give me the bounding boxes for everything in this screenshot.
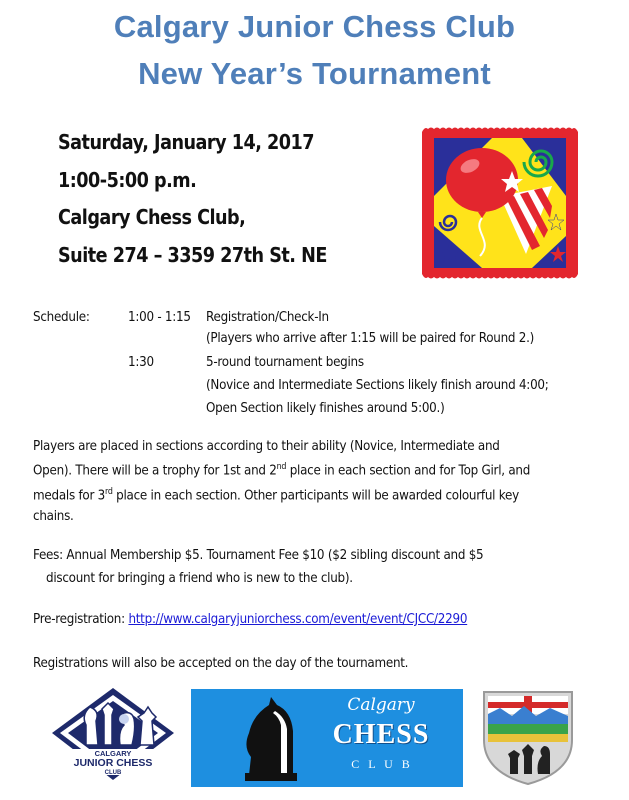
club-logo-calgary: Calgary — [347, 695, 415, 715]
junior-logo-line3: CLUB — [104, 770, 122, 776]
schedule-label: Schedule: — [33, 309, 90, 325]
preregistration — [33, 611, 467, 627]
text-span: medals for 3 — [33, 487, 105, 504]
event-date: Saturday, January 14, 2017 — [58, 130, 315, 154]
superscript: rd — [104, 486, 113, 497]
schedule-note-1: (Players who arrive after 1:15 will be paired for Round 2.) — [206, 330, 535, 346]
schedule-note-2b: Open Section likely finishes around 5:00.) — [206, 400, 445, 416]
party-balloon-illustration — [422, 126, 578, 280]
text-span: place in each section. Other participants will be awarded colourful key — [112, 487, 519, 504]
event-address: Suite 274 – 3359 27th St. NE — [58, 243, 327, 267]
sections-line-1: Players are placed in sections according to their ability (Novice, Intermediate and — [33, 438, 500, 454]
fees-line-2: discount for bringing a friend who is new to the club). — [46, 570, 353, 586]
page-subtitle: New Year’s Tournament — [138, 56, 491, 91]
schedule-title-2: 5-round tournament begins — [206, 354, 364, 370]
page-title: Calgary Junior Chess Club — [113, 9, 516, 44]
onsite-registration-note: Registrations will also be accepted on the day of the tournament. — [33, 655, 409, 671]
calgary-chess-club-logo — [191, 689, 463, 787]
schedule-title-1: Registration/Check-In — [206, 309, 329, 325]
fees-line-1: Fees: Annual Membership $5. Tournament Fee $10 ($2 sibling discount and $5 — [33, 547, 484, 563]
junior-logo-line1: CALGARY — [94, 749, 132, 758]
junior-logo-line2: JUNIOR CHESS — [73, 757, 153, 769]
sections-line-4: chains. — [33, 508, 74, 525]
junior-chess-club-logo — [48, 685, 178, 785]
text-span: Open). There will be a trophy for 1st and 2 — [33, 462, 277, 479]
club-logo-chess: CHESS — [332, 719, 430, 750]
schedule-note-2: (Novice and Intermediate Sections likely finish around 4:00; — [206, 377, 549, 393]
text-span: place in each section and for Top Girl, and — [286, 462, 531, 479]
alberta-chess-shield-logo — [480, 688, 576, 786]
knight-icon — [239, 695, 299, 783]
schedule-time-1: 1:00 - 1:15 — [128, 309, 191, 325]
sections-line-2 — [33, 457, 614, 482]
sections-paragraph — [33, 436, 614, 527]
superscript: nd — [276, 462, 287, 472]
schedule-time-2: 1:30 — [128, 354, 154, 370]
event-time: 1:00-5:00 p.m. — [58, 168, 197, 192]
preregistration-label: Pre-registration: — [33, 611, 129, 627]
sections-line-3 — [33, 482, 614, 507]
event-venue: Calgary Chess Club, — [58, 205, 246, 229]
preregistration-link[interactable]: http://www.calgaryjuniorchess.com/event/event/CJCC/2290 — [128, 611, 468, 627]
club-logo-club: C L U B — [351, 757, 413, 771]
